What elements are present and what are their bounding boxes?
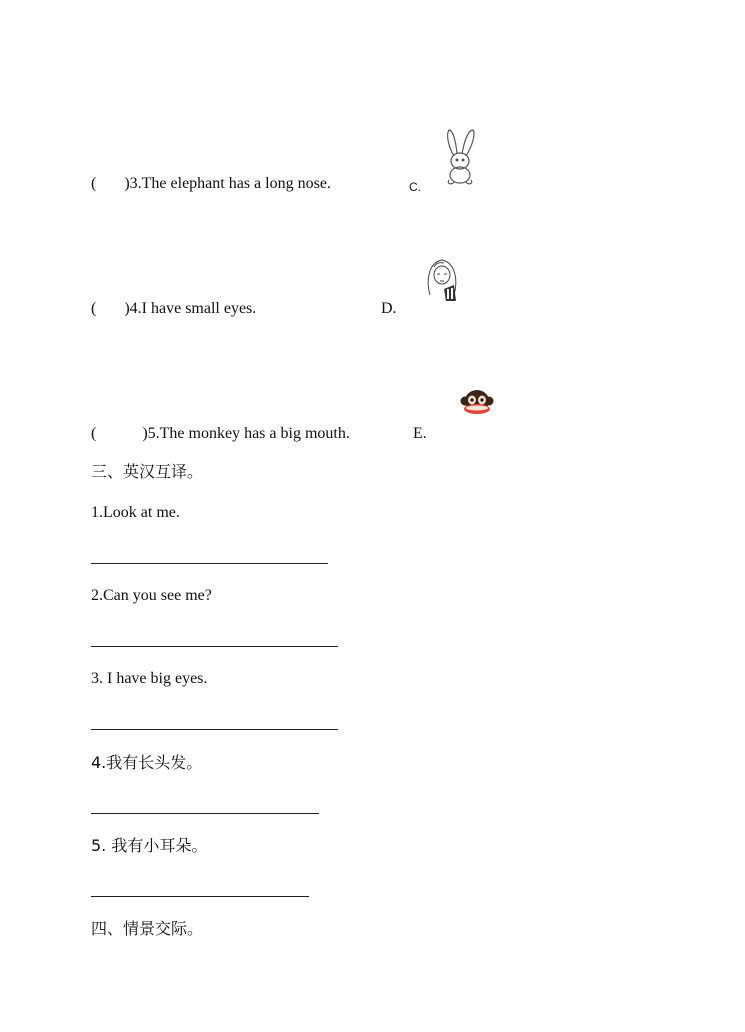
option-label-c: C. bbox=[409, 180, 421, 194]
translate-question-4: 4.我有长头发。 bbox=[91, 753, 203, 772]
monkey-face-icon bbox=[460, 388, 494, 423]
answer-paren-close: ) bbox=[142, 425, 148, 442]
translate-question-2: 2.Can you see me? bbox=[91, 587, 212, 604]
option-label-d: D. bbox=[381, 300, 397, 317]
translate-question-1: 1.Look at me. bbox=[91, 504, 180, 521]
item-text: The elephant has a long nose. bbox=[141, 175, 331, 192]
item-number: 4. bbox=[129, 300, 142, 317]
matching-item-3 bbox=[91, 174, 331, 194]
matching-item-4 bbox=[91, 299, 256, 319]
answer-paren-open: ( bbox=[91, 300, 97, 317]
translate-question-3: 3. I have big eyes. bbox=[91, 670, 208, 687]
girl-portrait-icon bbox=[422, 255, 462, 306]
answer-paren-open: ( bbox=[91, 425, 97, 442]
answer-line-3[interactable] bbox=[91, 729, 338, 730]
answer-line-5[interactable] bbox=[91, 896, 309, 897]
answer-line-4[interactable] bbox=[91, 813, 319, 814]
item-number: 3. bbox=[129, 175, 142, 192]
item-number: 5. bbox=[147, 425, 160, 442]
matching-item-5 bbox=[91, 424, 350, 444]
translate-question-5: 5. 我有小耳朵。 bbox=[91, 836, 208, 855]
rabbit-icon bbox=[440, 128, 480, 191]
answer-paren-close: ) bbox=[124, 175, 130, 192]
section-3-heading: 三、英汉互译。 bbox=[91, 462, 204, 481]
item-text: The monkey has a big mouth. bbox=[159, 425, 350, 442]
section-4-heading: 四、情景交际。 bbox=[91, 919, 204, 938]
option-label-e: E. bbox=[413, 425, 427, 442]
answer-paren-open: ( bbox=[91, 175, 97, 192]
answer-line-2[interactable] bbox=[91, 646, 338, 647]
answer-paren-close: ) bbox=[124, 300, 130, 317]
answer-line-1[interactable] bbox=[91, 563, 328, 564]
item-text: I have small eyes. bbox=[141, 300, 257, 317]
